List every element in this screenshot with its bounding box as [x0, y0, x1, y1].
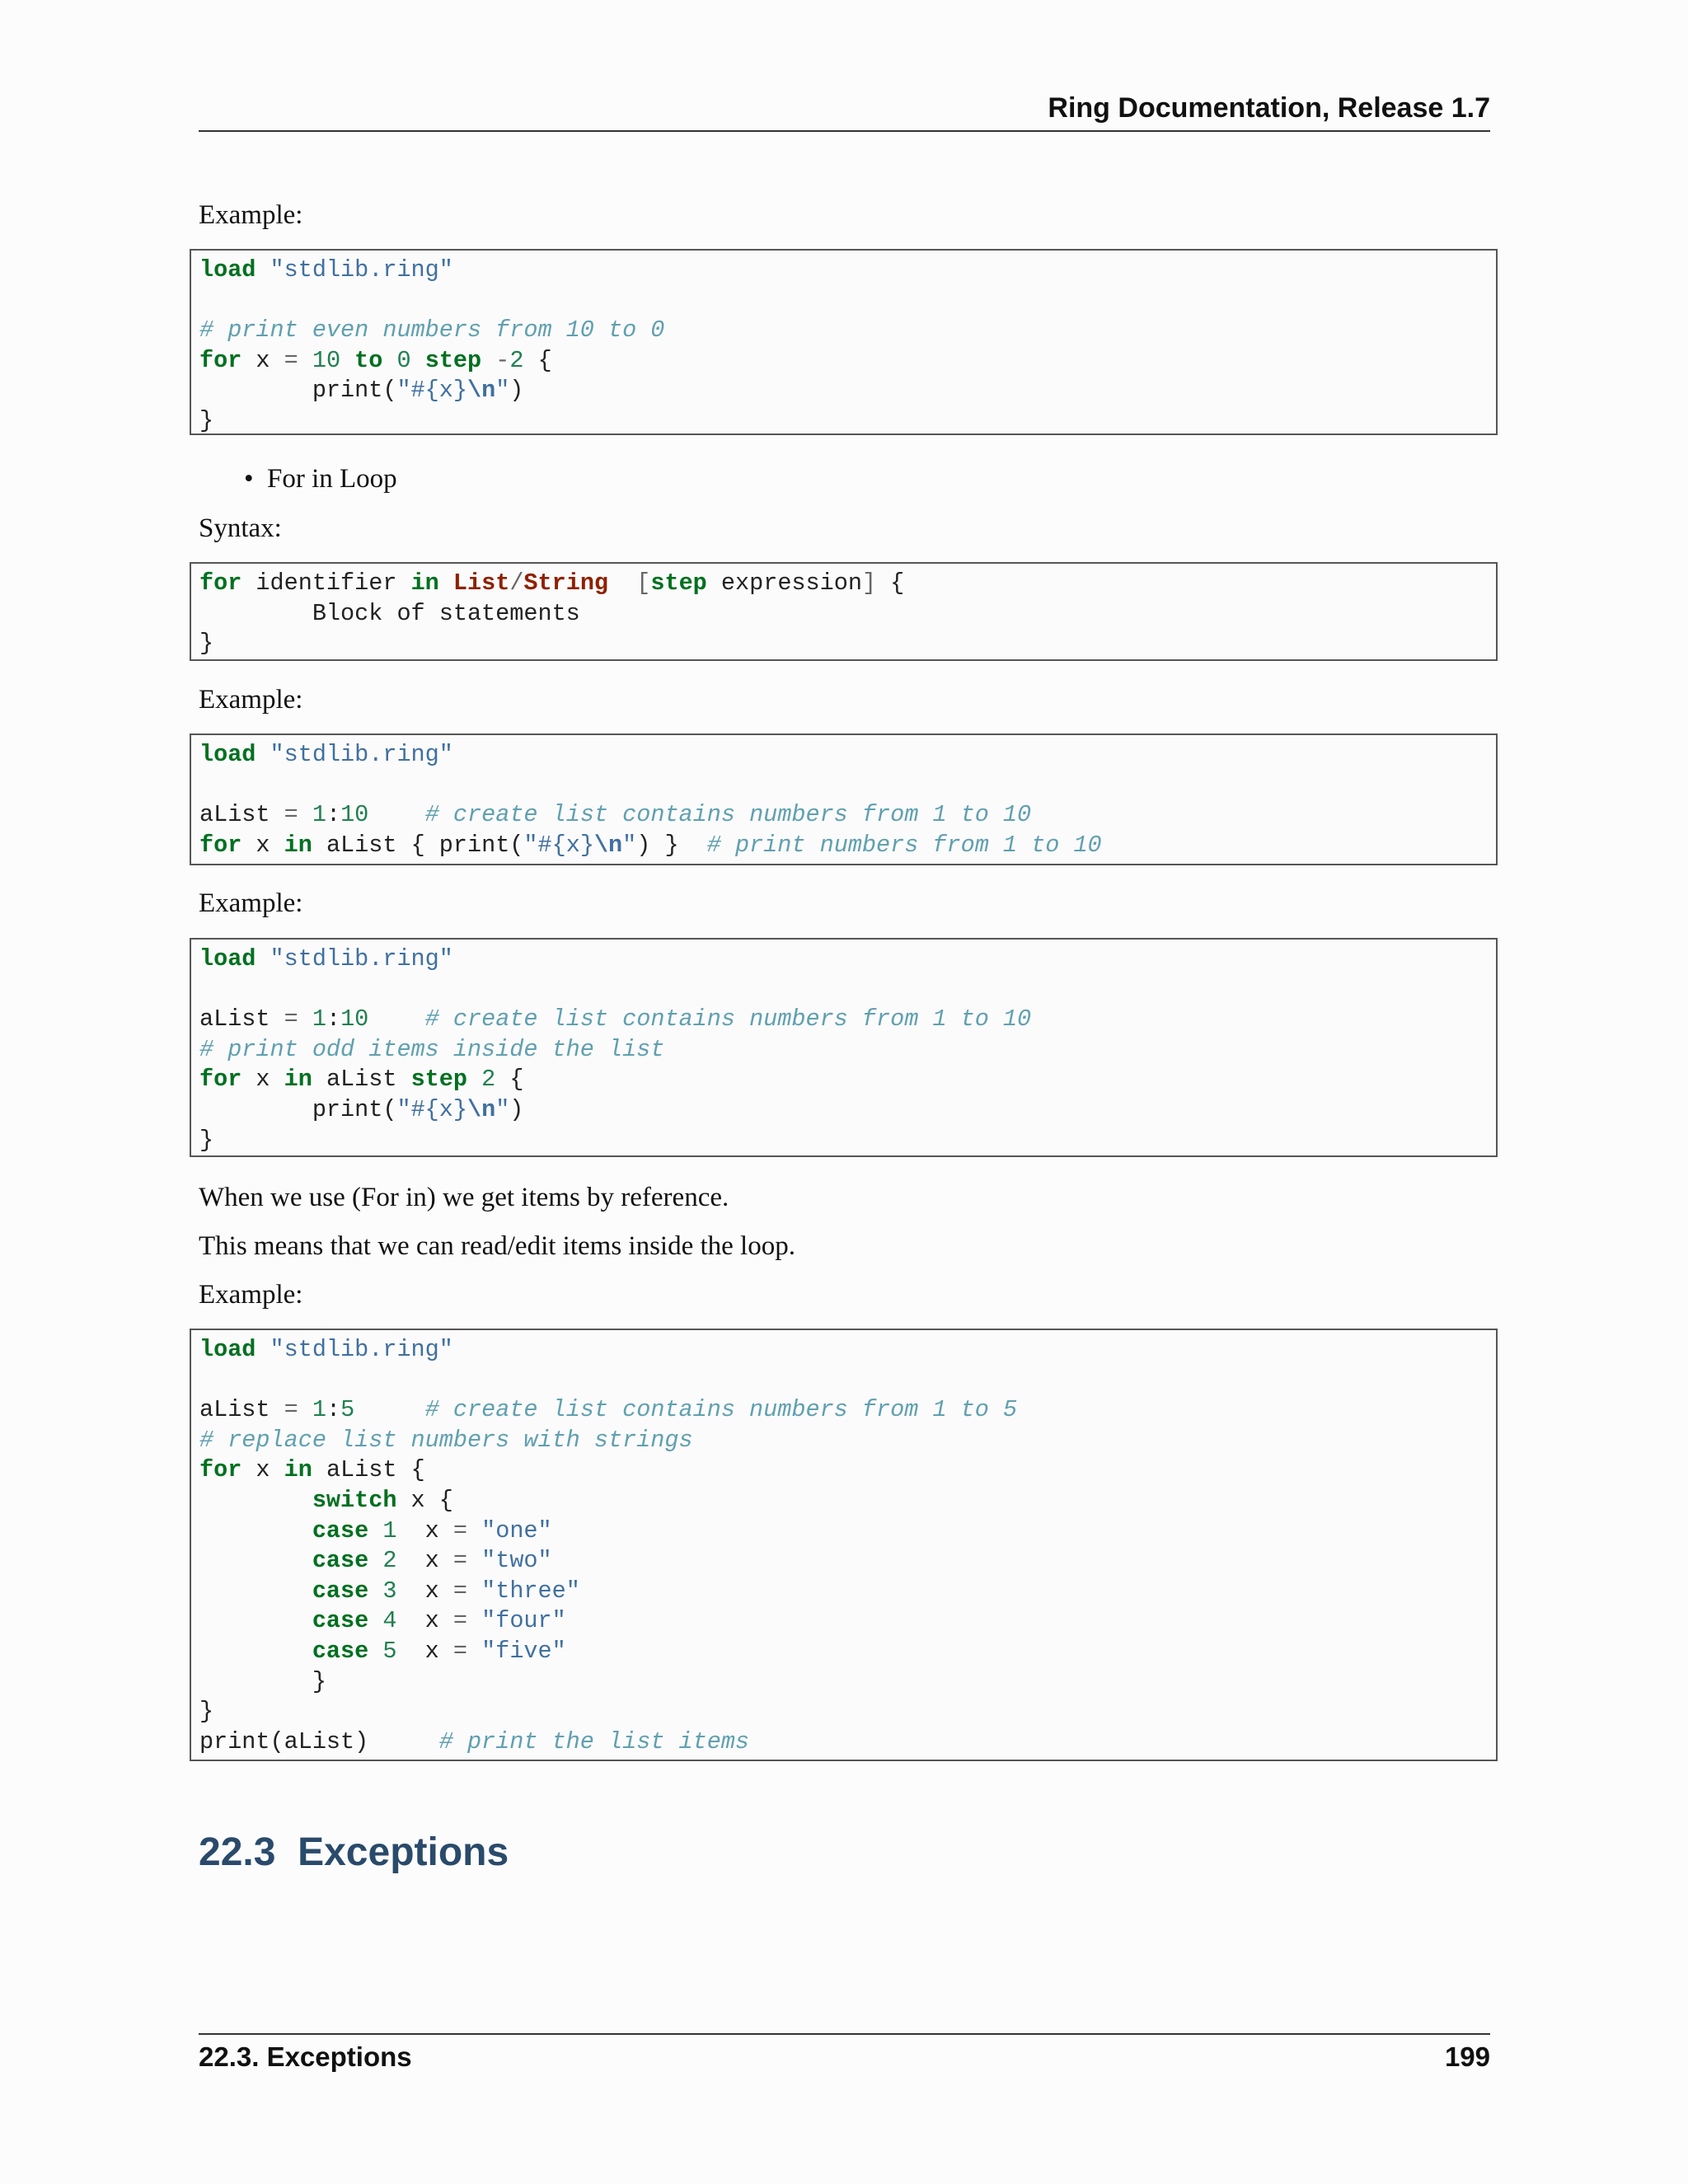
bullet-for-in-loop: • For in Loop — [244, 464, 397, 494]
code-block-for-in-reference: load "stdlib.ring" aList = 1:5 # create list contains numbers from 1 to 5 # replace list numbers with strings for x in aList { switch x { case 1 x = "one" case 2 x = "two" case 3 x = "three" case 4 x = "four" case 5 x = "five" } } print(aList) # print the list items — [190, 1329, 1498, 1761]
footer-section: 22.3. Exceptions — [199, 2041, 412, 2072]
example-label: Example: — [199, 888, 303, 918]
example-label: Example: — [199, 200, 303, 230]
code-block-for-step: load "stdlib.ring" # print even numbers from 10 to 0 for x = 10 to 0 step -2 { print("#{x}\n") } — [190, 249, 1498, 435]
example-label: Example: — [199, 685, 303, 715]
header-title: Ring Documentation, Release 1.7 — [1048, 92, 1490, 124]
paragraph: This means that we can read/edit items inside the loop. — [199, 1231, 795, 1261]
example-label: Example: — [199, 1280, 303, 1310]
section-heading: 22.3 Exceptions — [199, 1830, 509, 1874]
code-block-for-in: load "stdlib.ring" aList = 1:10 # create list contains numbers from 1 to 10 for x in aList { print("#{x}\n") } # print numbers from 1 to 10 — [190, 733, 1498, 865]
page-number: 199 — [1444, 2041, 1490, 2072]
paragraph: When we use (For in) we get items by reference. — [199, 1183, 729, 1212]
code-block-for-in-step: load "stdlib.ring" aList = 1:10 # create list contains numbers from 1 to 10 # print odd items inside the list for x in aList step 2 { print("#{x}\n") } — [190, 938, 1498, 1157]
code-block-syntax: for identifier in List/String [step expression] { Block of statements } — [190, 562, 1498, 661]
syntax-label: Syntax: — [199, 513, 282, 543]
page-footer — [199, 2033, 1490, 2072]
page-header — [199, 92, 1490, 132]
